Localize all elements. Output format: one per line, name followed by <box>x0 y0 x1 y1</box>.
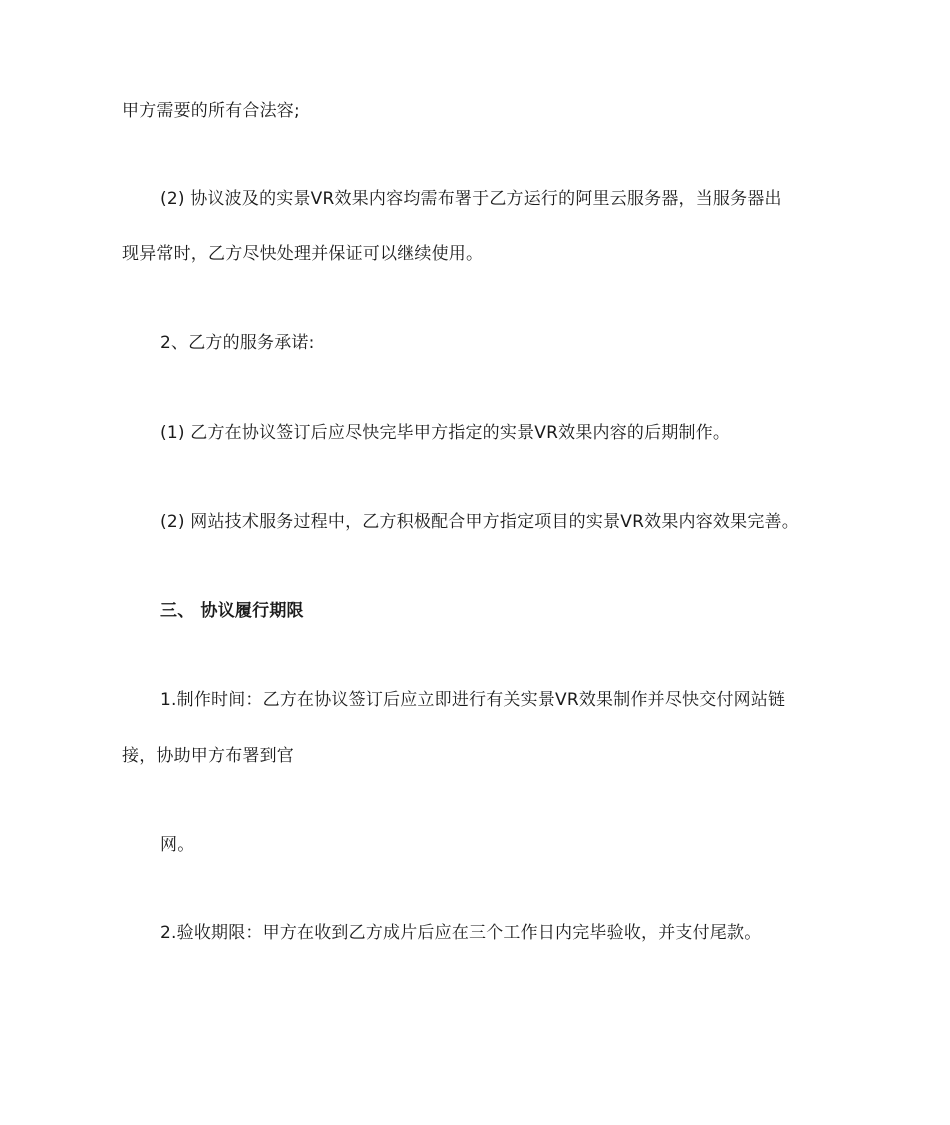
text-line-2: (2) 协议波及的实景VR效果内容均需布署于乙方运行的阿里云服务器，当服务器出 <box>160 189 782 209</box>
text-line-6: (2) 网站技术服务过程中，乙方积极配合甲方指定项目的实景VR效果内容效果完善。 <box>160 512 799 532</box>
text-line-8: 1.制作时间：乙方在协议签订后应立即进行有关实景VR效果制作并尽快交付网站链 <box>160 690 786 710</box>
text-line-10: 网。 <box>160 835 195 855</box>
text-line-11: 2.验收期限：甲方在收到乙方成片后应在三个工作日内完毕验收，并支付尾款。 <box>160 923 762 943</box>
text-line-4: 2、乙方的服务承诺: <box>160 333 315 353</box>
text-line-1: 甲方需要的所有合法容; <box>122 101 300 121</box>
section-heading: 三、 协议履行期限 <box>160 601 304 621</box>
text-line-9: 接，协助甲方布署到官 <box>122 746 294 766</box>
text-line-5: (1) 乙方在协议签订后应尽快完毕甲方指定的实景VR效果内容的后期制作。 <box>160 423 731 443</box>
text-line-3: 现异常时，乙方尽快处理并保证可以继续使用。 <box>122 244 484 264</box>
